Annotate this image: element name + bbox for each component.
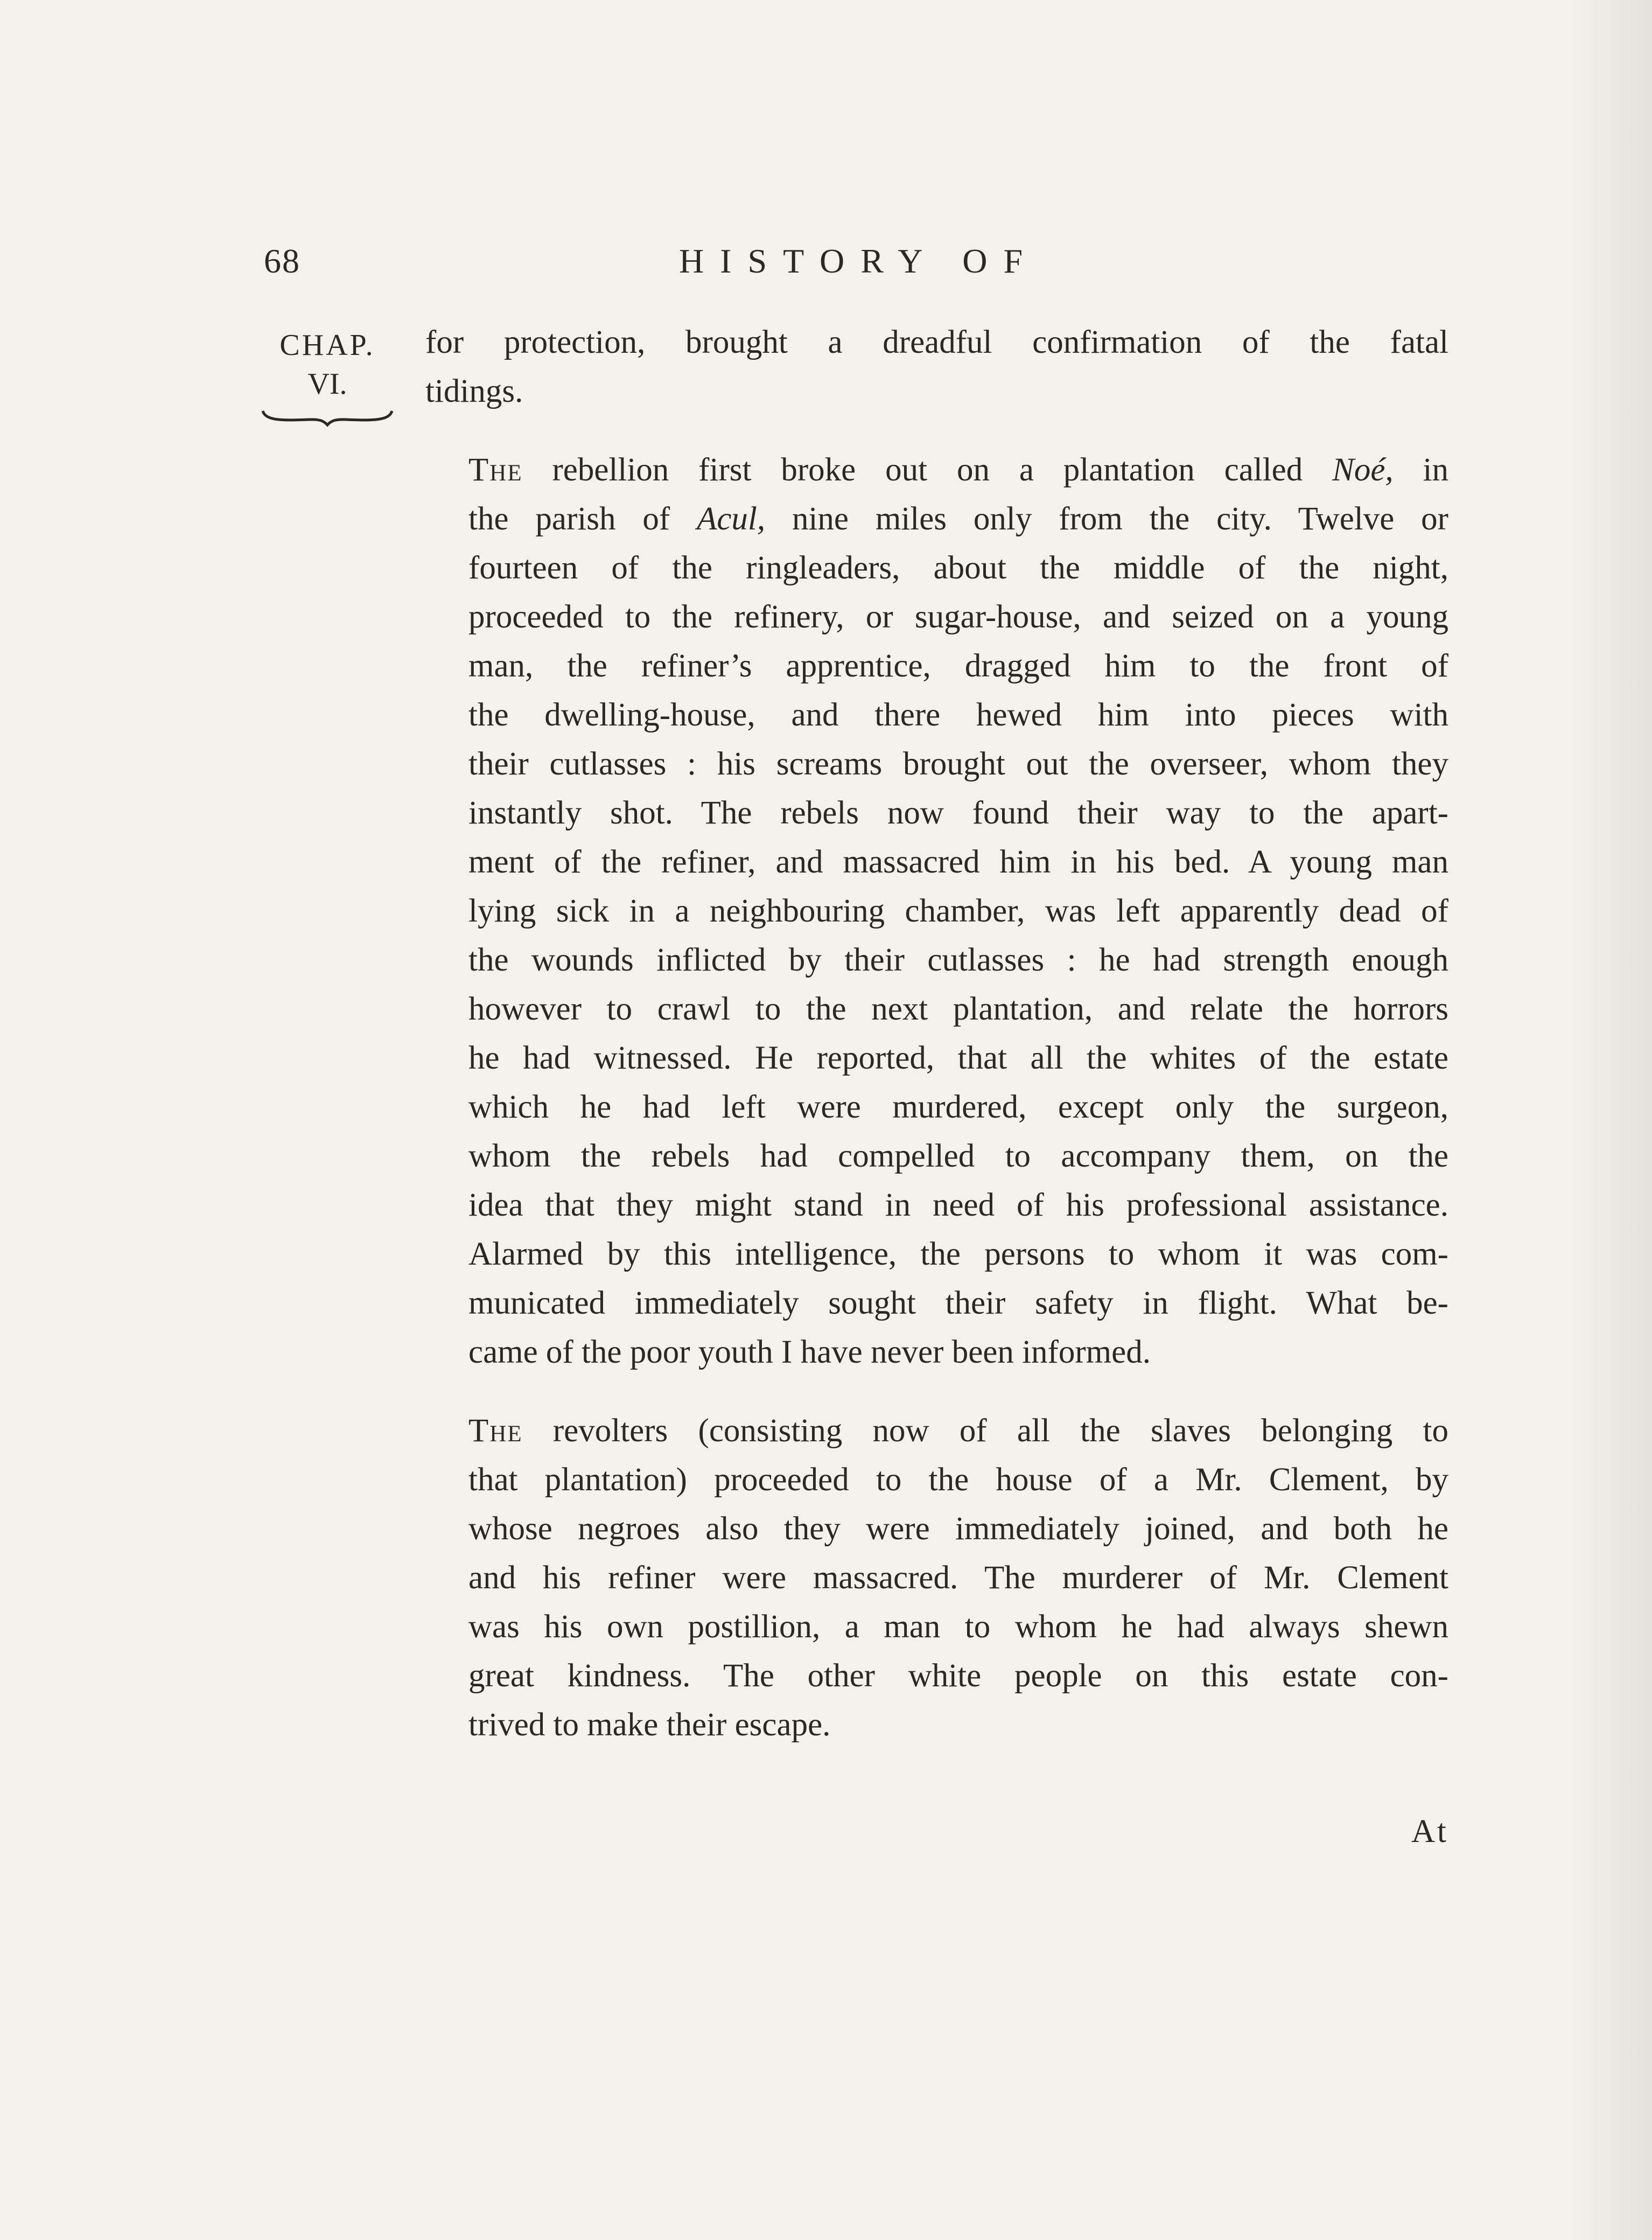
body-text: [425, 318, 1448, 1749]
text-line: he had witnessed. He reported, that all the whites of the estate: [468, 1040, 1448, 1076]
chapter-number: VI.: [307, 367, 347, 401]
text-line: the wounds inflicted by their cutlasses : he had strength enough: [468, 942, 1448, 978]
text-line: ment of the refiner, and massacred him in his bed. A young man: [468, 844, 1448, 880]
text-line: however to crawl to the next plantation, and relate the horrors: [468, 991, 1448, 1027]
text-line: whom the rebels had compelled to accompany them, on the: [468, 1138, 1448, 1174]
text-line: whose negroes also they were immediately joined, and both he: [468, 1511, 1448, 1547]
text-line: proceeded to the refinery, or sugar-house, and seized on a young: [468, 599, 1448, 635]
place-name: Noé,: [1332, 452, 1394, 488]
text-line: and his refiner were massacred. The murderer of Mr. Clement: [468, 1560, 1448, 1596]
running-head: [264, 232, 1454, 291]
text-line: trived to make their escape.: [468, 1707, 831, 1743]
text-line: man, the refiner’s apprentice, dragged him to the front of: [468, 648, 1448, 684]
page-edge-shadow: [1571, 0, 1652, 2240]
text-line: [425, 1406, 1448, 1455]
paragraph-lead-word: The: [468, 452, 523, 488]
text-line: for protection, brought a dreadful confirmation of the fatal: [425, 324, 1448, 360]
text-line: tidings.: [425, 373, 523, 409]
text-run: rebellion first broke out on a plantation called: [522, 452, 1333, 488]
chapter-margin-note: [257, 326, 397, 427]
text-line: which he had left were murdered, except only the surgeon,: [468, 1089, 1448, 1125]
text-line: came of the poor youth I have never been informed.: [468, 1334, 1151, 1370]
text-run: nine miles only from the city. Twelve or: [765, 501, 1448, 537]
chapter-label: CHAP.: [279, 329, 375, 362]
page-number: 68: [264, 242, 300, 280]
paragraph-2: [425, 445, 1448, 1377]
text-line: was his own postillion, a man to whom he had always shewn: [468, 1609, 1448, 1645]
text-line: their cutlasses : his screams brought out the overseer, whom they: [468, 746, 1448, 782]
paragraph-1: [425, 318, 1448, 416]
text-line: [425, 494, 1448, 543]
text-line: lying sick in a neighbouring chamber, was left apparently dead of: [468, 893, 1448, 929]
text-run: revolters (consisting now of all the slaves belonging to: [522, 1413, 1448, 1449]
text-line: instantly shot. The rebels now found their way to the apart-: [468, 795, 1448, 831]
text-run: in: [1393, 452, 1448, 488]
catchword: At: [1411, 1813, 1448, 1850]
text-line: great kindness. The other white people on this estate con-: [468, 1658, 1448, 1694]
text-line: the dwelling-house, and there hewed him into pieces with: [468, 697, 1448, 733]
text-run: the parish of: [468, 501, 697, 537]
paragraph-3: [425, 1406, 1448, 1749]
text-line: idea that they might stand in need of his professional assistance.: [468, 1187, 1448, 1223]
brace-ornament: [260, 407, 395, 427]
place-name: Acul,: [697, 501, 766, 537]
text-line: fourteen of the ringleaders, about the middle of the night,: [468, 550, 1448, 586]
text-line: Alarmed by this intelligence, the persons to whom it was com-: [468, 1236, 1448, 1272]
text-line: that plantation) proceeded to the house of a Mr. Clement, by: [468, 1462, 1448, 1498]
text-line: municated immediately sought their safety in flight. What be-: [468, 1285, 1448, 1321]
text-line: [425, 445, 1448, 494]
running-title: HISTORY OF: [678, 242, 1039, 280]
paragraph-lead-word: The: [468, 1413, 523, 1449]
